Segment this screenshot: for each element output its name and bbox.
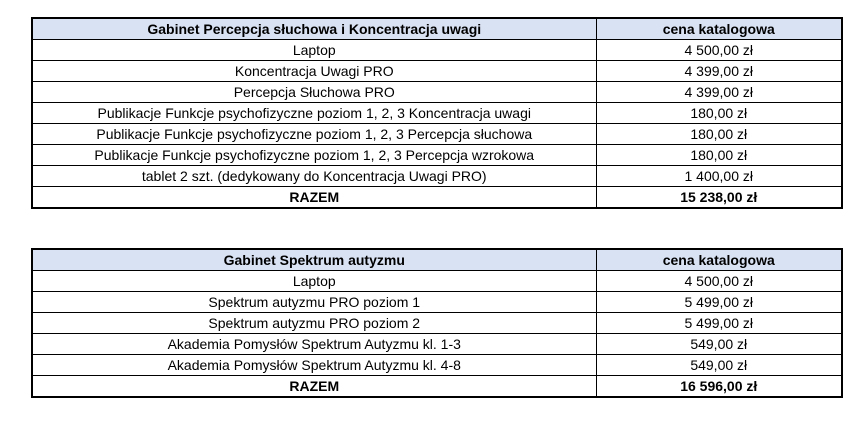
item-cell: Percepcja Słuchowa PRO (32, 82, 596, 103)
total-row (32, 376, 842, 398)
price-cell: 549,00 zł (596, 355, 842, 376)
item-cell: Laptop (32, 40, 596, 61)
table-row (32, 40, 842, 61)
table-row (32, 166, 842, 187)
header-row (32, 249, 842, 271)
item-cell: Publikacje Funkcje psychofizyczne poziom 1, 2, 3 Percepcja wzrokowa (32, 145, 596, 166)
table-gap (31, 209, 864, 248)
price-cell: 4 500,00 zł (596, 271, 842, 292)
price-column-header: cena katalogowa (596, 18, 842, 40)
total-label-cell: RAZEM (32, 376, 596, 398)
table-row (32, 334, 842, 355)
table-row (32, 103, 842, 124)
price-cell: 180,00 zł (596, 145, 842, 166)
price-column-header: cena katalogowa (596, 249, 842, 271)
item-cell: tablet 2 szt. (dedykowany do Koncentracja Uwagi PRO) (32, 166, 596, 187)
table-title: Gabinet Spektrum autyzmu (32, 249, 596, 271)
item-cell: Publikacje Funkcje psychofizyczne poziom 1, 2, 3 Koncentracja uwagi (32, 103, 596, 124)
item-cell: Publikacje Funkcje psychofizyczne poziom 1, 2, 3 Percepcja słuchowa (32, 124, 596, 145)
table-title: Gabinet Percepcja słuchowa i Koncentracja uwagi (32, 18, 596, 40)
total-label-cell: RAZEM (32, 187, 596, 209)
price-table-percepcja-koncentracja (31, 17, 843, 209)
item-cell: Laptop (32, 271, 596, 292)
price-cell: 180,00 zł (596, 124, 842, 145)
price-cell: 5 499,00 zł (596, 313, 842, 334)
item-cell: Koncentracja Uwagi PRO (32, 61, 596, 82)
total-price-cell: 15 238,00 zł (596, 187, 842, 209)
table-row (32, 61, 842, 82)
table-row (32, 313, 842, 334)
price-cell: 4 500,00 zł (596, 40, 842, 61)
total-row (32, 187, 842, 209)
table-row (32, 355, 842, 376)
price-cell: 1 400,00 zł (596, 166, 842, 187)
table-row (32, 292, 842, 313)
total-price-cell: 16 596,00 zł (596, 376, 842, 398)
header-row (32, 18, 842, 40)
price-cell: 5 499,00 zł (596, 292, 842, 313)
price-cell: 549,00 zł (596, 334, 842, 355)
table-row (32, 82, 842, 103)
table-row (32, 271, 842, 292)
item-cell: Akademia Pomysłów Spektrum Autyzmu kl. 1-3 (32, 334, 596, 355)
item-cell: Akademia Pomysłów Spektrum Autyzmu kl. 4-8 (32, 355, 596, 376)
price-cell: 4 399,00 zł (596, 82, 842, 103)
price-cell: 180,00 zł (596, 103, 842, 124)
price-cell: 4 399,00 zł (596, 61, 842, 82)
price-table-spektrum-autyzmu (31, 248, 843, 398)
table-row (32, 124, 842, 145)
item-cell: Spektrum autyzmu PRO poziom 2 (32, 313, 596, 334)
item-cell: Spektrum autyzmu PRO poziom 1 (32, 292, 596, 313)
table-row (32, 145, 842, 166)
